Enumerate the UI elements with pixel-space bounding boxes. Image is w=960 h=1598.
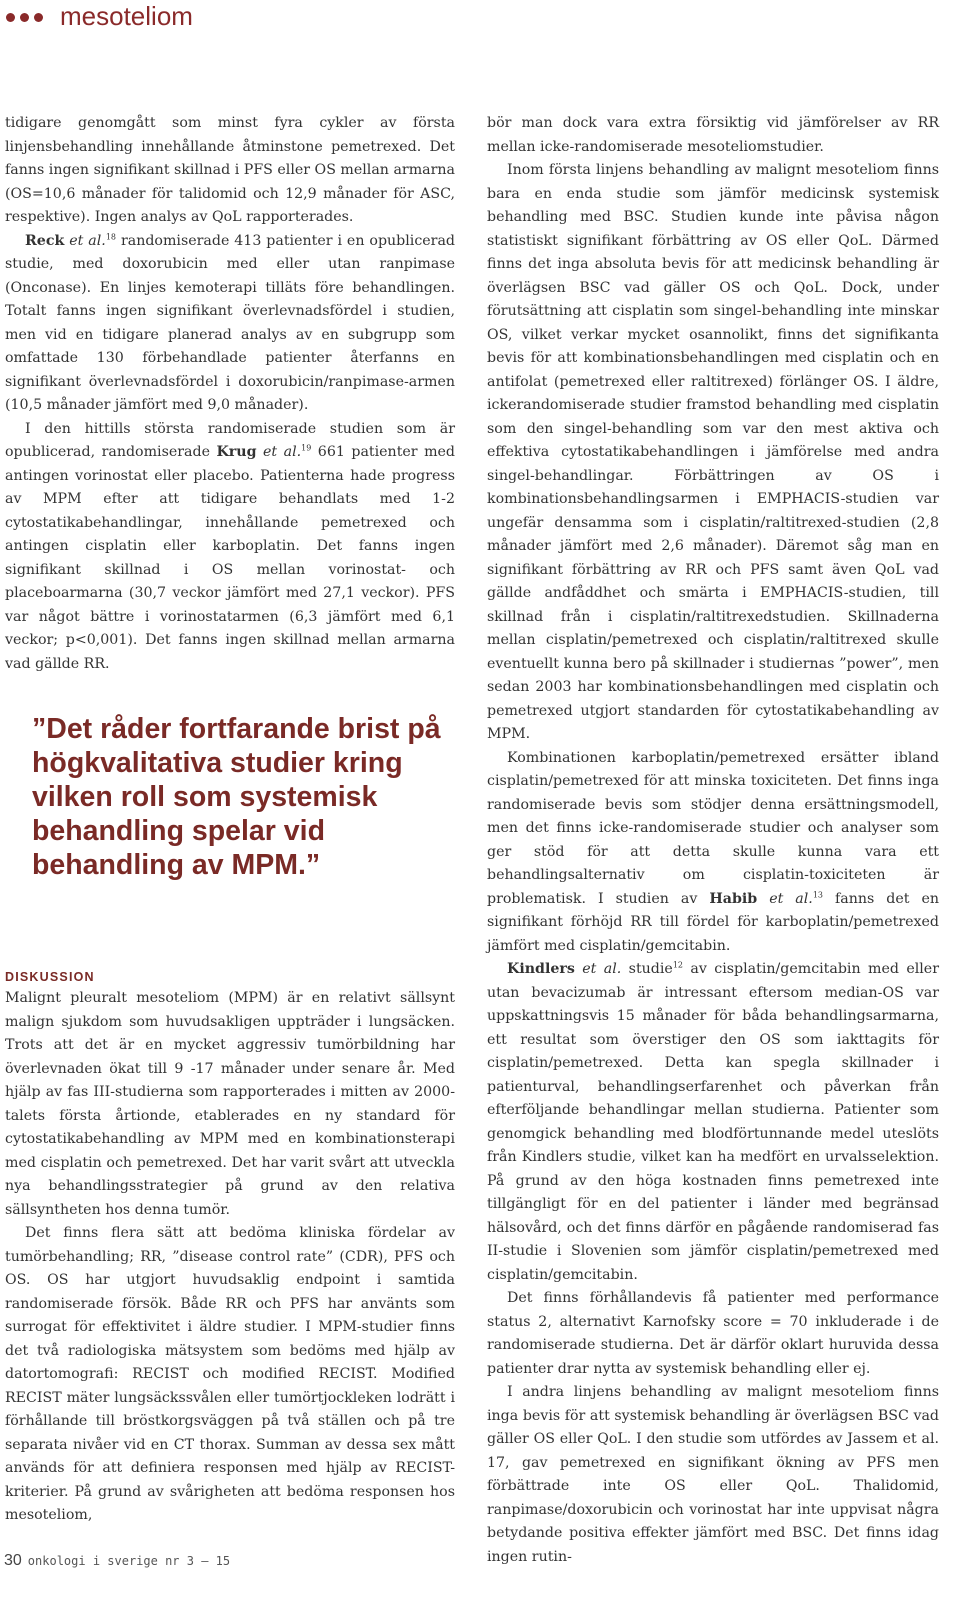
- et-al: et al.: [582, 961, 622, 977]
- paragraph-text: Kombinationen karboplatin/pemetrexed ersätter ibland cisplatin/pemetrexed för att minska toxiciteten. Det finns inga randomiserade bevis som stödjer denna ersättningsmodell, men det finns icke-randomiserade studier och analyser som ger stöd för att detta skulle kunna vara ett behandlingsalternativ om cisplatin-toxiciteten är problematisk. I studien av: [487, 749, 939, 907]
- discussion-column: [5, 987, 455, 1528]
- paragraph-text: 661 patienter med antingen vorinostat eller placebo. Patienterna hade progress av MPM efter att tidigare behandlats med 1-2 cytostatikabehandlingar, innehållande pemetrexed och antingen cisplatin eller karboplatin. Det fanns ingen signifikant skillnad i OS mellan vorinostat- och placeboarmarna (30,7 veckor jämfört med 27,1 veckor). PFS var något bättre i vorinostatarmen (6,3 jämfört med 6,1 veckor; p<0,001). Det fanns ingen skillnad mellan armarna vad gällde RR.: [5, 444, 455, 672]
- left-column: [5, 112, 455, 676]
- paragraph: bör man dock vara extra försiktig vid jämförelser av RR mellan icke-randomiserade mesoteliomstudier.: [487, 115, 939, 155]
- page-number: 30: [4, 1552, 22, 1569]
- author-name: Kindlers: [507, 961, 575, 977]
- page-header: [0, 0, 960, 36]
- paragraph: Malignt pleuralt mesoteliom (MPM) är en relativt sällsynt malign sjukdom som huvudsakligen uppträder i lungsäcken. Trots att det är en mycket aggressiv tumörbildning har överlevnaden ökat till 9 -17 månader under senare år. Med hjälp av fas III-studierna som rapporterades i mitten av 2000-talets första årtionde, etablerades en ny standard för cytostatikabehandling av MPM med en kombinationsterapi med cisplatin och pemetrexed. Det har varit svårt att utveckla nya behandlingsstrategier på grund av den relativa sällsyntheten hos denna tumör.: [5, 990, 455, 1218]
- paragraph: [5, 230, 455, 418]
- paragraph-text: fanns det en signifikant förhöjd RR till fördel för karboplatin/pemetrexed jämfört med cisplatin/gemcitabin.: [487, 890, 939, 954]
- paragraph: Inom första linjens behandling av malignt mesoteliom finns bara en enda studie som jämför medicinsk systemisk behandling med BSC. Studien kunde inte påvisa någon statistiskt signifikant förbättring av OS eller QoL. Därmed finns det inga absoluta bevis för att medicinsk behandling är överlägsen BSC vad gäller OS och QoL. Dock, under förutsättning att cisplatin som singel-behandling inte minskar OS, vilket verkar mycket osannolikt, finns det signifikanta bevis för att kombinationsbehandlingen med cisplatin och en antifolat (pemetrexed eller raltitrexed) förlänger OS. I äldre, ickerandomiserade studier framstod behandling med cisplatin som den singel-behandling som var den mest aktiva och effektiva cytostatikabehandlingen i jämförelse med andra singel-behandlingar. Förbättringen av OS i kombinationsbehandlingsarmen i EMPHACIS-studien var ungefär densamma som i cisplatin/raltitrexed-studien (2,8 månader jämfört med 2,6 månader). Däremot såg man en signifikant förbättring av RR och PFS samt även QoL vad gällde andfåddhet och smärta i EMPHACIS-studien, till skillnad från i cisplatin/raltitrexedstudien. Skillnaderna mellan cisplatin/pemetrexed och cisplatin/raltitrexed skulle eventuellt kunna bero på skillnader i studiernas ”power”, men sedan 2003 har kombinationsbehandlingen med cisplatin och pemetrexed utgjort standarden för cytostatikabehandling av MPM.: [487, 162, 939, 742]
- bullet-dots-icon: [6, 13, 43, 22]
- reference-number: 19: [301, 443, 312, 453]
- paragraph-text: randomiserade 413 patienter i en opublicerad studie, med doxorubicin med eller utan ranpimase (Onconase). En linjes kemoterapi tilläts före behandlingen. Totalt fanns ingen signifikant överlevnadsfördel i studien, men vid en tidigare planerad analys av en subgrupp som omfattade 130 förbehandlade patienter återfanns en signifikant överlevnadsfördel i doxorubicin/ranpimase-armen (10,5 månader jämfört med 9,0 månader).: [5, 232, 455, 413]
- paragraph: [487, 958, 939, 1287]
- reference-number: 12: [672, 960, 683, 970]
- author-name: Krug: [216, 444, 257, 460]
- et-al: et al.: [263, 444, 302, 460]
- paragraph: Det finns förhållandevis få patienter med performance status 2, alternativt Karnofsky score = 70 inkluderade i de randomiserade studierna. Det är därför oklart huruvida dessa patienter drar nytta av systemisk behandling eller ej.: [487, 1290, 939, 1377]
- discussion-heading: DISKUSSION: [5, 970, 95, 984]
- paragraph: Det finns flera sätt att bedöma kliniska fördelar av tumörbehandling; RR, ”disease control rate” (CDR), PFS och OS. OS har utgjort huvudsaklig endpoint i samtida randomiserade försök. Både RR och PFS har använts som surrogat för effektivitet i äldre studier. I MPM-studier finns det två radiologiska mätsystem som bedöms med hjälp av datortomografi: RECIST och modified RECIST. Modified RECIST mäter lungsäckssvålen eller tumörtjockleken lodrätt i förhållande till bröstkorgsväggen på två ställen och på tre separata nivåer vid en CT thorax. Summan av dessa sex mått används för att definiera responsen med hjälp av RECIST-kriterier. På grund av svårigheten att bedöma responsen hos mesoteliom,: [5, 1225, 455, 1523]
- et-al: et al.: [769, 890, 813, 907]
- reference-number: 13: [812, 889, 823, 899]
- paragraph: [5, 418, 455, 677]
- author-name: Reck: [25, 232, 65, 249]
- paragraph-text: studie: [621, 961, 673, 977]
- paragraph-text: av cisplatin/gemcitabin med eller utan bevacizumab är intressant eftersom median-OS var uppskattningsvis 15 månader för båda behandlingsarmarna, ett resultat som överstiger den OS som iakttagits för cisplatin/pemetrexed. Detta kan spegla skillnader i patienturval, behandlingserfarenhet och påverkan från efterföljande behandlingar mellan studierna. Patienter som genomgick behandling med blodförtunnande medel uteslöts från Kindlers studie, vilket kan ha medfört en urvalsselektion. På grund av den höga kostnaden finns pemetrexed inte tillgängligt för en del patienter i länder med begränsad hälsovård, och det finns därför en pågående randomiserad fas II-studie i Slovenien som jämför cisplatin/pemetrexed med cisplatin/gemcitabin.: [487, 961, 939, 1283]
- et-al: et al.: [69, 232, 106, 249]
- paragraph: [487, 747, 939, 959]
- paragraph-text: I den hittills största randomiserade studien som är opublicerad, randomiserade: [5, 420, 455, 460]
- reference-number: 18: [105, 231, 116, 241]
- paragraph: tidigare genomgått som minst fyra cykler av första linjensbehandling innehållande åtminstone pemetrexed. Det fanns ingen signifikant skillnad i PFS eller OS mellan armarna (OS=10,6 månader för talidomid och 12,9 månader för ASC, respektive). Ingen analys av QoL rapporterades.: [5, 115, 455, 225]
- author-name: Habib: [709, 890, 758, 907]
- right-column: [487, 112, 939, 1569]
- section-title: mesoteliom: [60, 1, 193, 31]
- paragraph: I andra linjens behandling av malignt mesoteliom finns inga bevis för att systemisk behandling är överlägsen BSC vad gäller OS eller QoL. I den studie som utfördes av Jassem et al. 17, gav pemetrexed en signifikant ökning av PFS men förbättrade inte OS eller QoL. Thalidomid, ranpimase/doxorubicin och vorinostat har inte uppvisat några betydande positiva effekter jämfört med BSC. Det finns idag ingen rutin-: [487, 1384, 939, 1565]
- publication-name: onkologi i sverige nr 3 – 15: [27, 1554, 231, 1568]
- page-footer: [4, 1550, 230, 1570]
- pull-quote: ”Det råder fortfarande brist på högkvalitativa studier kring vilken roll som systemisk behandling spelar vid behandling av MPM.”: [32, 713, 441, 881]
